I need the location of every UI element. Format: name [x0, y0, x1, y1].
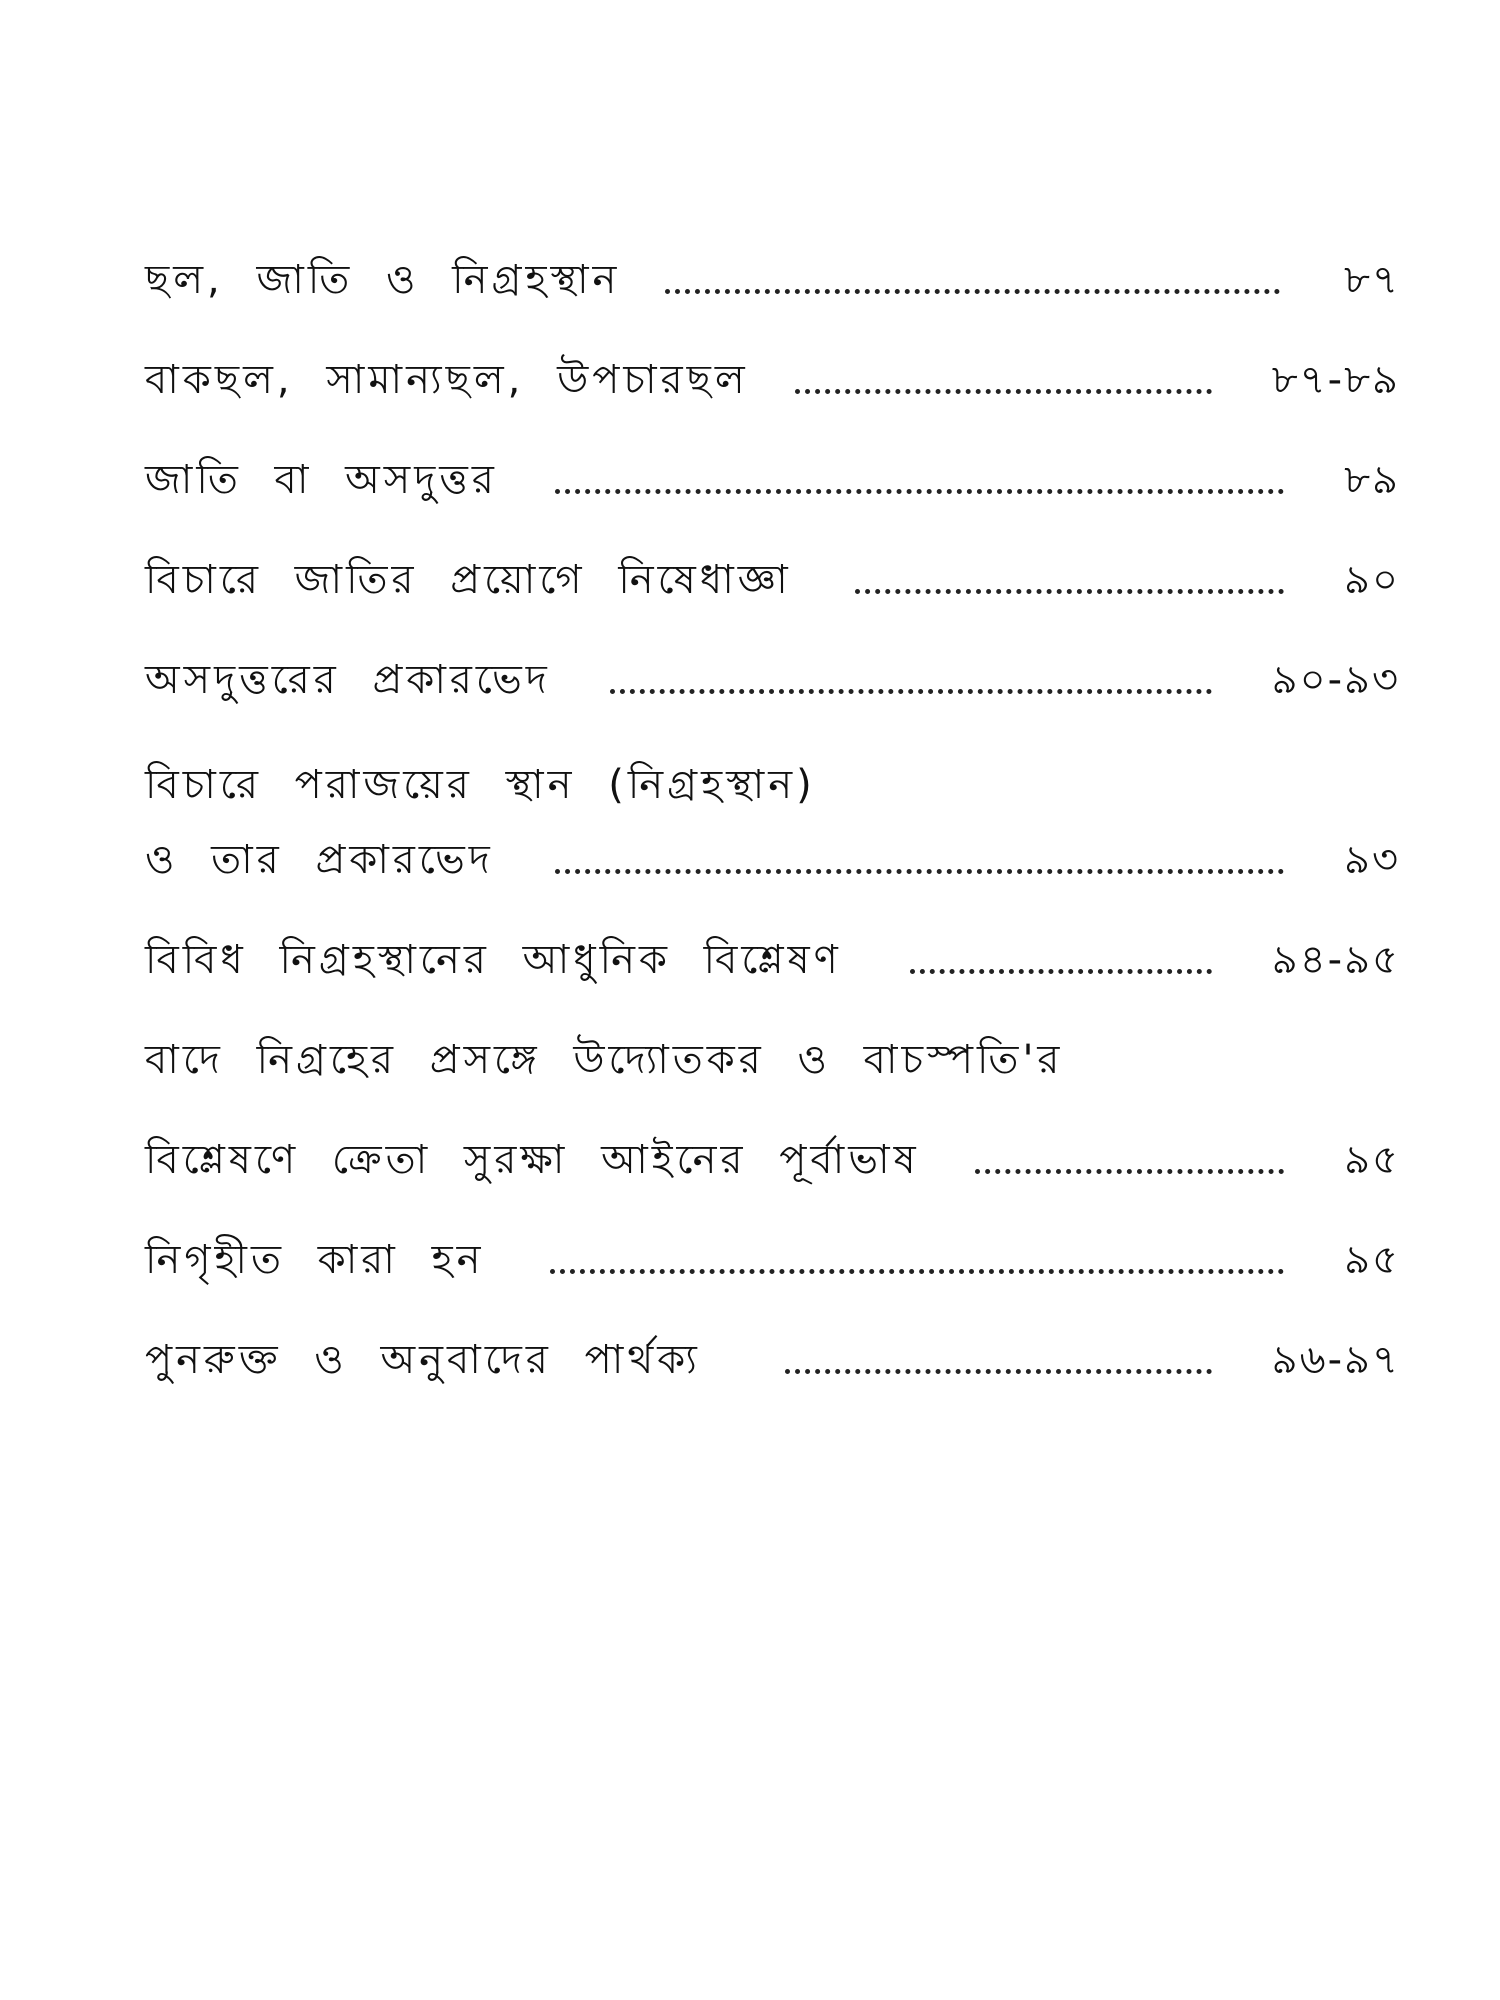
toc-entry-title: জাতি বা অসদুত্তর: [145, 457, 498, 503]
toc-entry-title: বিবিধ নিগ্রহস্থানের আধুনিক বিশ্লেষণ: [145, 937, 842, 983]
toc-entry: [145, 1225, 1400, 1295]
dot-leader: [910, 969, 1212, 974]
toc-entry-page: ৯০-৯৩: [1271, 657, 1400, 703]
dot-leader: [555, 489, 1284, 494]
toc-entry: [145, 1125, 1400, 1195]
toc-entry: [145, 345, 1400, 415]
dot-leader: [785, 1369, 1212, 1374]
toc-entry-page: ৯৫: [1344, 1137, 1400, 1183]
toc-entry-title: বাকছল, সামান্যছল, উপচারছল: [145, 357, 749, 403]
toc-entry-title: ও তার প্রকারভেদ: [145, 837, 494, 883]
toc-entry-page: ৮৭-৮৯: [1271, 357, 1400, 403]
toc-entry: [145, 545, 1400, 615]
dot-leader: [855, 589, 1284, 594]
toc-entry: [145, 825, 1400, 895]
toc-entry: [145, 925, 1400, 995]
toc-entry-title: অসদুত্তরের প্রকারভেদ: [145, 657, 551, 703]
toc-entry: [145, 1325, 1400, 1395]
toc-entry-title: বিশ্লেষণে ক্রেতা সুরক্ষা আইনের পূর্বাভাষ: [145, 1137, 920, 1183]
toc-entry-page: ৯০: [1344, 557, 1400, 603]
toc-entry-page: ৮৭: [1344, 257, 1400, 303]
toc-entry-page: ৯৪-৯৫: [1271, 937, 1400, 983]
toc-entry: [145, 645, 1400, 715]
dot-leader: [665, 289, 1280, 294]
toc-entry-page: ৮৯: [1344, 457, 1400, 503]
toc-entry-page: ৯৩: [1344, 837, 1400, 883]
dot-leader: [550, 1269, 1284, 1274]
toc-entry-page: ৯৬-৯৭: [1271, 1337, 1400, 1383]
dot-leader: [555, 869, 1284, 874]
table-of-contents: [145, 0, 1400, 2000]
dot-leader: [795, 389, 1212, 394]
toc-entry-title: বিচারে জাতির প্রয়োগে নিষেধাজ্ঞা: [145, 557, 792, 603]
dot-leader: [975, 1169, 1284, 1174]
toc-entry-title: বিচারে পরাজয়ের স্থান (নিগ্রহস্থান): [145, 762, 816, 808]
toc-entry-title: নিগৃহীত কারা হন: [145, 1237, 485, 1283]
toc-entry: [145, 245, 1400, 315]
toc-entry-title: বাদে নিগ্রহের প্রসঙ্গে উদ্যোতকর ও বাচস্পতি'র: [145, 1037, 1064, 1083]
toc-entry-title: পুনরুক্ত ও অনুবাদের পার্থক্য: [145, 1337, 701, 1383]
toc-entry: [145, 445, 1400, 515]
toc-entry: [145, 750, 1400, 820]
toc-entry-page: ৯৫: [1344, 1237, 1400, 1283]
dot-leader: [610, 689, 1212, 694]
toc-entry: [145, 1025, 1400, 1095]
toc-entry-title: ছল, জাতি ও নিগ্রহস্থান: [145, 257, 621, 303]
